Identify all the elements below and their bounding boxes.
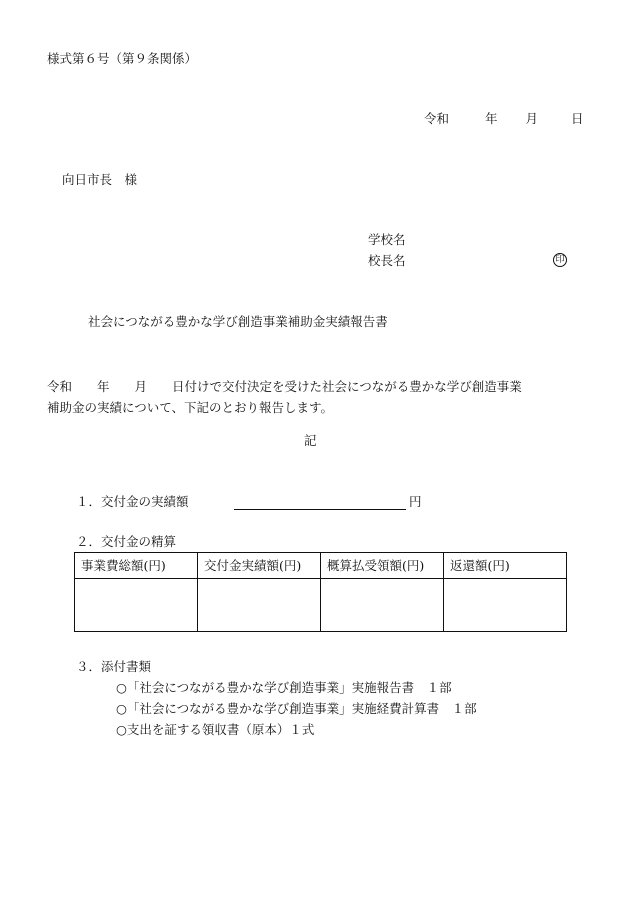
- table-cell[interactable]: [198, 579, 321, 632]
- table-header-row: [75, 553, 567, 579]
- date-day: 日: [571, 111, 584, 126]
- date-year: 年: [485, 111, 498, 126]
- settlement-table: [74, 552, 567, 632]
- principal-name-label: 校長名: [368, 253, 406, 268]
- report-body-line-2: 補助金の実績について、下記のとおり報告します。: [47, 400, 334, 415]
- table-cell[interactable]: [321, 579, 444, 632]
- date-era: 令和: [424, 111, 450, 126]
- table-cell[interactable]: [444, 579, 567, 632]
- document-title: 社会につながる豊かな学び創造事業補助金実績報告書: [88, 314, 388, 329]
- column-header: 交付金実績額(円): [198, 553, 321, 579]
- table-cell[interactable]: [75, 579, 198, 632]
- ki-heading: 記: [304, 433, 317, 448]
- amount-unit: 円: [409, 494, 422, 509]
- report-body-line-1: 令和 年 月 日付けで交付決定を受けた社会につながる豊かな学び創造事業: [47, 379, 522, 394]
- school-name-label: 学校名: [368, 232, 406, 247]
- column-header: 事業費総額(円): [75, 553, 198, 579]
- form-number: 様式第６号（第９条関係）: [47, 51, 198, 66]
- table-row: [75, 579, 567, 632]
- column-header: 返還額(円): [444, 553, 567, 579]
- addressee: 向日市長 様: [62, 172, 138, 187]
- section-3-label: ３．添付書類: [76, 659, 152, 674]
- report-body: [47, 376, 592, 418]
- attachment-item: ○「社会につながる豊かな学び創造事業」実施経費計算書 １部: [116, 701, 477, 716]
- date-month: 月: [525, 111, 539, 126]
- date-line: [424, 113, 584, 126]
- amount-blank-line[interactable]: [234, 509, 406, 510]
- section-1-label: １．交付金の実績額: [76, 494, 189, 509]
- attachment-item: ○支出を証する領収書（原本）１式: [116, 722, 315, 737]
- attachment-item: ○「社会につながる豊かな学び創造事業」実施報告書 １部: [116, 680, 452, 695]
- column-header: 概算払受領額(円): [321, 553, 444, 579]
- seal-mark: 印: [553, 253, 567, 267]
- section-2-label: ２．交付金の精算: [76, 534, 177, 549]
